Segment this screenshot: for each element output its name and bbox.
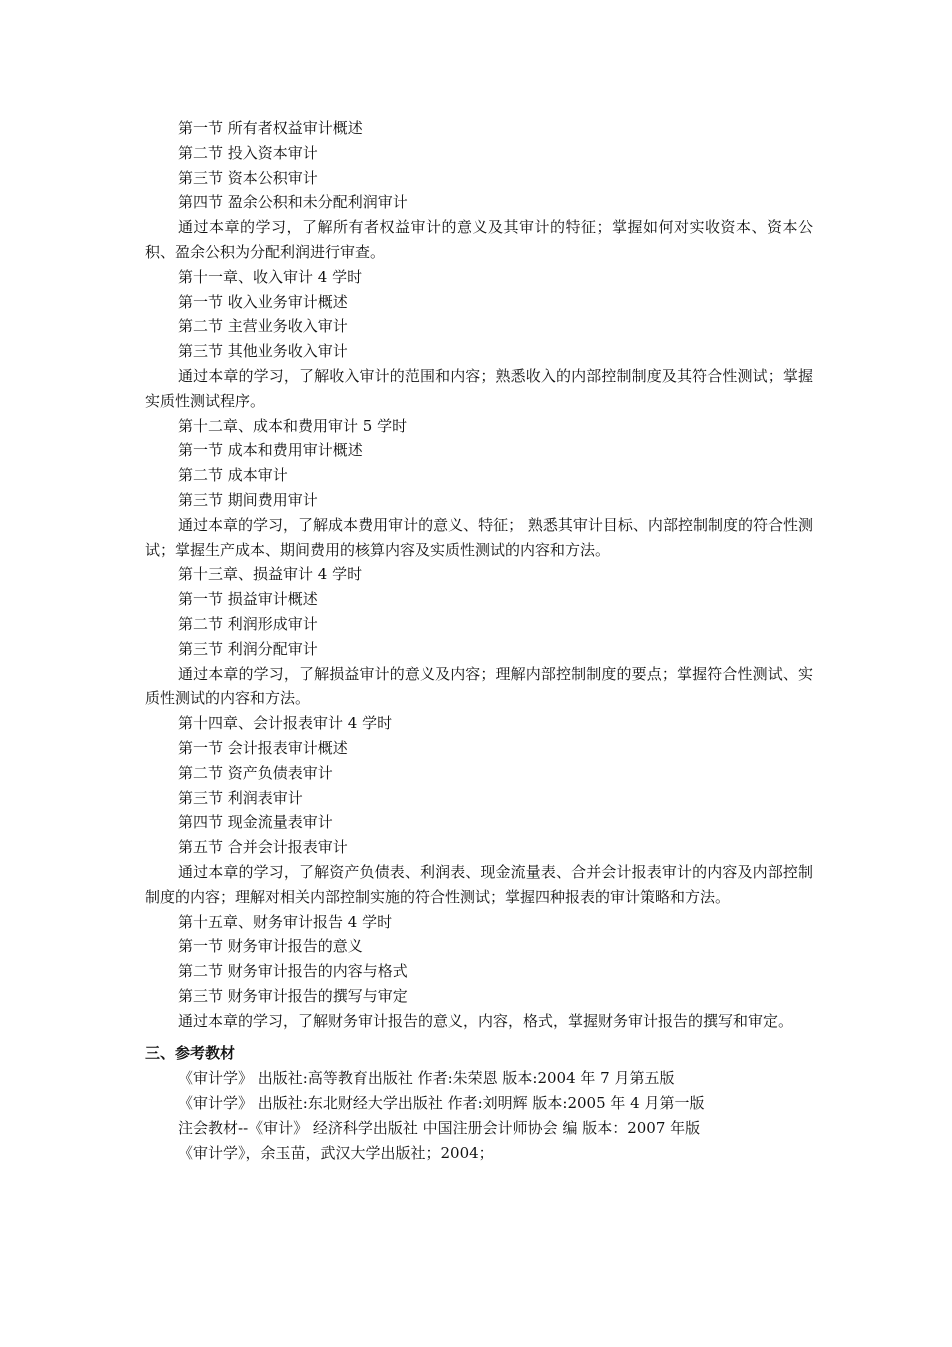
chapter-summary: 通过本章的学习，了解财务审计报告的意义，内容，格式，掌握财务审计报告的撰写和审定。: [178, 1011, 794, 1030]
section-line: 第三节 期间费用审计: [178, 490, 318, 509]
reference-item: 《审计学》，余玉苗，武汉大学出版社；2004；: [178, 1143, 494, 1162]
chapter-summary: 通过本章的学习，了解损益审计的意义及内容；理解内部控制制度的要点；掌握符合性测试、实质性测试的内容和方法。: [145, 664, 813, 708]
chapter-summary: 通过本章的学习，了解所有者权益审计的意义及其审计的特征；掌握如何对实收资本、资本公积、盈余公积为分配利润进行审查。: [145, 218, 813, 261]
section-line: 第三节 利润分配审计: [178, 639, 318, 658]
chapter-summary: 通过本章的学习，了解资产负债表、利润表、现金流量表、合并会计报表审计的内容及内部控制制度的内容；理解对相关内部控制实施的符合性测试；掌握四种报表的审计策略和方法。: [145, 862, 813, 906]
section-line: 第二节 投入资本审计: [178, 143, 318, 162]
section-line: 第三节 资本公积审计: [178, 168, 318, 187]
section-line: 第三节 其他业务收入审计: [178, 342, 348, 361]
chapter-summary: 通过本章的学习，了解成本费用审计的意义、特征； 熟悉其审计目标、内部控制制度的符合性测试；掌握生产成本、期间费用的核算内容及实质性测试的内容和方法。: [145, 515, 813, 559]
chapter-title: 第十一章、收入审计 4 学时: [178, 267, 363, 286]
chapter-title: 第十五章、财务审计报告 4 学时: [178, 912, 393, 931]
section-line: 第一节 财务审计报告的意义: [178, 937, 363, 956]
section-line: 第二节 财务审计报告的内容与格式: [178, 962, 408, 981]
section-line: 第一节 收入业务审计概述: [178, 292, 348, 311]
section-heading: 三、参考教材: [145, 1044, 236, 1063]
section-line: 第二节 资产负债表审计: [178, 763, 333, 782]
chapter-title: 第十三章、损益审计 4 学时: [178, 565, 363, 584]
section-line: 第二节 主营业务收入审计: [178, 317, 348, 336]
document-body: [145, 116, 813, 1165]
chapter-title: 第十四章、会计报表审计 4 学时: [178, 714, 393, 733]
section-line: 第一节 损益审计概述: [178, 590, 318, 609]
chapter-summary: 通过本章的学习，了解收入审计的范围和内容；熟悉收入的内部控制制度及其符合性测试；掌握实质性测试程序。: [145, 366, 813, 410]
section-line: 第三节 财务审计报告的撰写与审定: [178, 986, 408, 1005]
section-line: 第五节 合并会计报表审计: [178, 838, 348, 857]
chapter-title: 第十二章、成本和费用审计 5 学时: [178, 416, 408, 435]
section-line: 第三节 利润表审计: [178, 788, 303, 807]
section-line: 第一节 会计报表审计概述: [178, 738, 348, 757]
reference-item: 《审计学》 出版社:东北财经大学出版社 作者:刘明辉 版本:2005 年 4 月第一版: [178, 1094, 705, 1113]
section-line: 第二节 成本审计: [178, 466, 288, 485]
reference-item: 《审计学》 出版社:高等教育出版社 作者:朱荣恩 版本:2004 年 7 月第五版: [178, 1069, 675, 1088]
section-line: 第一节 成本和费用审计概述: [178, 441, 363, 460]
reference-item: 注会教材--《审计》 经济科学出版社 中国注册会计师协会 编 版本：2007 年版: [178, 1118, 701, 1137]
section-line: 第四节 现金流量表审计: [178, 813, 333, 832]
section-line: 第二节 利润形成审计: [178, 614, 318, 633]
section-line: 第一节 所有者权益审计概述: [178, 119, 363, 137]
section-line: 第四节 盈余公积和未分配利润审计: [178, 193, 408, 212]
